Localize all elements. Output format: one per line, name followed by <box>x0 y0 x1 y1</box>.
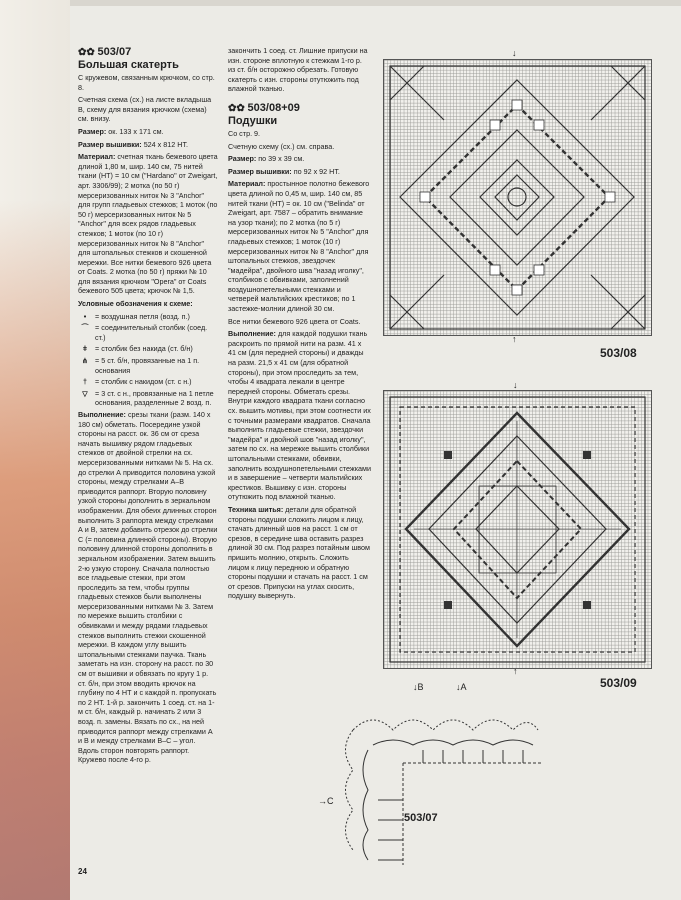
legend-title: Условные обозначения к схеме: <box>78 299 193 309</box>
legend-item: ▽ = 3 ст. с н., провязанные на 1 петле основания, разделенные 2 возд. п. <box>78 389 218 408</box>
chart-motif-503-09 <box>384 391 651 668</box>
chart-motif-503-08 <box>384 60 651 335</box>
counted-chart-503-08 <box>383 59 652 336</box>
size-line: Размер: по 39 х 39 см. <box>228 154 305 164</box>
size-line: Размер: ок. 133 х 171 см. <box>78 126 164 136</box>
difficulty-stars-icon: ✿✿ <box>228 102 248 114</box>
slip-stitch-icon: ⌒ <box>81 323 89 333</box>
arrow-c-marker: →C <box>318 796 334 806</box>
materials-paragraph: Материал: счетная ткань бежевого цвета длиной 1,80 м, шир. 140 см, 75 нитей ткани (НТ) = 10 см ("Hardano" от Zweigart, арт. 3306/99); 2 мотка (по 50 г) мерсеризованных ниток № 3 "Anchor" для групп гладьевых стежков; 1 моток (по 50 г) мерсеризованных ниток № 5 "Anchor" для всех рядов гладьевых стежков; 1 моток (по 10 г) мерсеризованных ниток № 8 "Anchor" для штопальных стежков и скошенной мережки. Все нитки бежевого 926 цвета от Coats. 2 мотка (по 50 г) пряжи № 10 для вязания крючком "Opera" от Coats бежевого 505 цвета; крючок № 1,5. <box>78 152 218 296</box>
paragraph-chart-ref: Счетная схема (сх.) на листе вкладыша В, схему для вязания крючком (схема) см. внизу. <box>78 95 212 124</box>
arrow-b-marker: ↓B <box>413 682 424 692</box>
arrow-down-icon: ↓ <box>513 380 518 390</box>
crochet-edging-diagram <box>333 705 543 865</box>
arrow-up-icon: ↑ <box>513 666 518 676</box>
shell-stitch-icon: ▽ <box>82 388 88 398</box>
legend-item: • = воздушная петля (возд. п.) <box>78 312 218 322</box>
figure-label-503-09: 503/09 <box>600 676 637 690</box>
embroidery-size-line: Размер вышивки: по 92 х 92 НТ. <box>228 166 340 176</box>
article-subtitle: С кружевом, связанным крючком, со стр. 8. <box>78 73 215 92</box>
legend-item: ⋔ = 5 ст. б/н, провязанные на 1 п. основания <box>78 356 218 375</box>
figure-label-503-08: 503/08 <box>600 346 637 360</box>
execution-paragraph: Выполнение: срезы ткани (разм. 140 х 180 см) обметать. Посередине узкой стороны на расст. ок. 36 см от среза начать вышивку рядом гладьевых стежков от двойной стрелки на сх. мерсеризованными нитками № 5. На сх. до стрелки А приводится половина узкой стороны, между стрелками А–В приводится раппорт. Вторую половину узкой стороны дополнить в зеркальном изображении. Для обеих длинных сторон выполнить 3 раппорта между стрелками А и В, затем добавить отрезок до стрелки С (= половина длинной стороны). Вторую половину длинной стороны дополнить в зеркальном изображении. Затем вышить 2-ю узкую сторону. Сначала полностью все гладьевые стежки, при этом проследить за тем, чтобы группы гладьевых стежков были выполнены мерсеризованными нитками № 3. Затем по мережке вышить столбики с обвивками и между рядами гладьевых стежков выполнить стежки скошенной мережки. В каждом углу вышить штопальными стежками паучка. Ткань заметать на изн. сторону на расст. по 30 см от вышивки и обвязать по кругу 1 р. ст. б/н, при этом вводить крючок на глубину по 4 НТ и с каждой п. пропускать по 2 НТ. 1-й р. закончить 1 соед. ст. на 1-м ст. б/н, каждый р. начинать 2 или 3 возд. п. замены. Вязать по сх., на ней приводится раппорт между стрелками А и В и между стрелками В–С – угол. Вдоль сторон повторять раппорт. Кружево после 4-го р. <box>78 410 218 765</box>
page-top-band <box>0 0 681 6</box>
difficulty-stars-icon: ✿✿ <box>78 47 98 58</box>
legend-item: ⌒ = соединительный столбик (соед. ст.) <box>78 323 218 342</box>
arrow-a-marker: ↓A <box>456 682 467 692</box>
embroidery-size-line: Размер вышивки: 524 х 812 НТ. <box>78 139 189 149</box>
pattern-code-503-08-09: ✿✿ 503/08+09 <box>228 101 300 114</box>
double-crochet-icon: † <box>83 377 87 387</box>
pattern-code-503-07: ✿✿ 503/07 <box>78 46 132 58</box>
five-sc-fan-icon: ⋔ <box>81 356 89 366</box>
article-title: Подушки <box>228 114 278 127</box>
chain-stitch-icon: • <box>83 311 87 321</box>
page-number: 24 <box>78 867 87 876</box>
sewing-technique-paragraph: Техника шитья: детали для обратной стороны подушки сложить лицом к лицу, стачать длинный шов на расст. 1 см от срезов, в середине шва оставить разрез длиной 30 см. Под разрез потайным швом пришить молнию, открыть. Сложить лицом к лицу переднюю и обратную стороны подушки и стачать на расст. 1 см от срезов. Припуски на углах скосить, подушку вывернуть. <box>228 504 370 601</box>
page-left-color-bleed <box>0 200 70 900</box>
article-column-1 <box>78 46 218 768</box>
legend-item: † = столбик с накидом (ст. с н.) <box>78 377 218 387</box>
materials-paragraph: Материал: простынное полотно бежевого цвета длиной по 0,45 м, шир. 140 см, 85 нитей ткани (НТ) = ок. 10 см ("Belinda" от Zweigart, арт. 7587 – обратить внимание на узор ткани); по 2 мотка (по 5 г) мерсеризованных ниток № 5 "Anchor" для гладьевых стежков; 1 моток (10 г) мерсеризованных ниток № 8 "Anchor" для штопальных стежков, звездочек "мадейра", двойного шва "назад иголку", столбиков с обвивками, заполнений воздушнопетельными стежками и четверей мальтийских крестиков; по 1 застежке-молнии длиной 30 см. <box>228 179 370 314</box>
article-title: Большая скатерть <box>78 59 179 71</box>
single-crochet-icon: ǂ <box>82 344 88 354</box>
legend-item: ǂ = столбик без накида (ст. б/н) <box>78 344 218 354</box>
legend-list <box>78 312 218 408</box>
threads-note: Все нитки бежевого 926 цвета от Coats. <box>228 316 361 326</box>
arrow-down-icon: ↓ <box>512 48 517 58</box>
arrow-up-icon: ↑ <box>512 334 517 344</box>
figure-label-503-07: 503/07 <box>404 812 438 824</box>
article-column-2 <box>228 46 371 604</box>
paragraph-chart-ref: Счетную схему (сх.) см. справа. <box>228 141 335 151</box>
execution-paragraph: Выполнение: для каждой подушки ткань раскроить по прямой нити на разм. 41 х 41 см (для передней стороны) и дважды на разм. 21,5 х 41 см (для обратной стороны), при этом проследить за тем, чтобы 4 квадрата лежали в центре передней стороны. Обметать срезы. Внутри каждого квадрата ткани согласно сх. вышить мотивы, при этом соотнести их с точными размерами квадратов. Сначала выполнить гладьевые стежки, звездочки "мадейра" и двойной шов "назад иголку", затем по сх. на мережке вышить столбики штопальными стежками, обвивки, заполнить воздушнопетельными стежками и в завершение – четверти мальтийских крестиков. Вышивку с изн. стороны отутюжить под влажной тканью. <box>228 329 371 502</box>
counted-chart-503-09 <box>383 390 652 669</box>
article-subtitle: Со стр. 9. <box>228 128 261 138</box>
continued-paragraph: закончить 1 соед. ст. Лишние припуски на изн. стороне вплотную к стежкам 1-го р. из ст. б/н осторожно обрезать. Готовую скатерть с изн. стороны отутюжить под влажной тканью. <box>228 46 368 94</box>
